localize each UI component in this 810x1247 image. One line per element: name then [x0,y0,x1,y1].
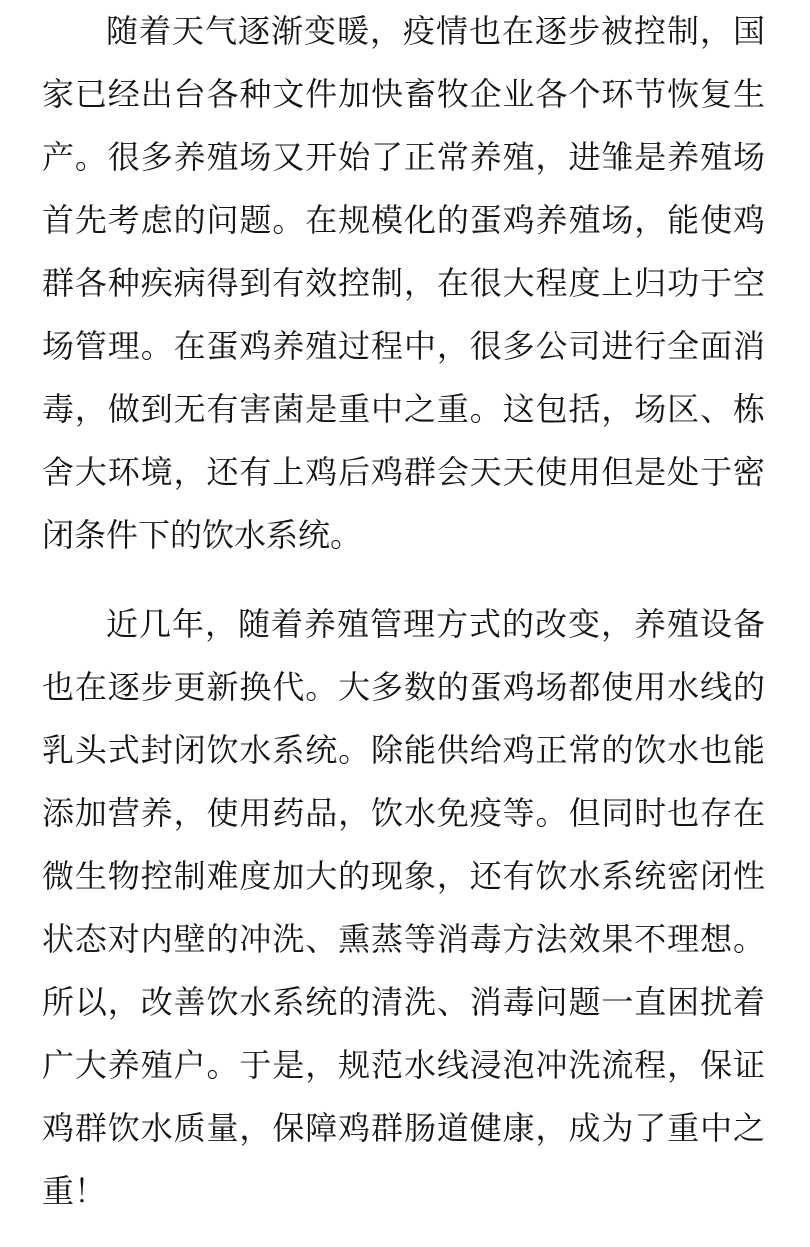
paragraph-water-line-system: 近几年，随着养殖管理方式的改变，养殖设备也在逐步更新换代。大多数的蛋鸡场都使用水线的乳头式封闭饮水系统。除能供给鸡正常的饮水也能添加营养，使用药品，饮水免疫等。但同时也存在微生物控制难度加大的现象，还有饮水系统密闭性状态对内壁的冲洗、熏蒸等消毒方法效果不理想。所以，改善饮水系统的清洗、消毒问题一直困扰着广大养殖户。于是，规范水线浸泡冲洗流程，保证鸡群饮水质量，保障鸡群肠道健康，成为了重中之重！ [42,606,765,1209]
paragraph-disinfection-intro: 随着天气逐渐变暖，疫情也在逐步被控制，国家已经出台各种文件加快畜牧企业各个环节恢复生产。很多养殖场又开始了正常养殖，进雏是养殖场首先考虑的问题。在规模化的蛋鸡养殖场，能使鸡群各种疾病得到有效控制，在很大程度上归功于空场管理。在蛋鸡养殖过程中，很多公司进行全面消毒，做到无有害菌是重中之重。这包括，场区、栋舍大环境，还有上鸡后鸡群会天天使用但是处于密闭条件下的饮水系统。 [42,13,765,553]
